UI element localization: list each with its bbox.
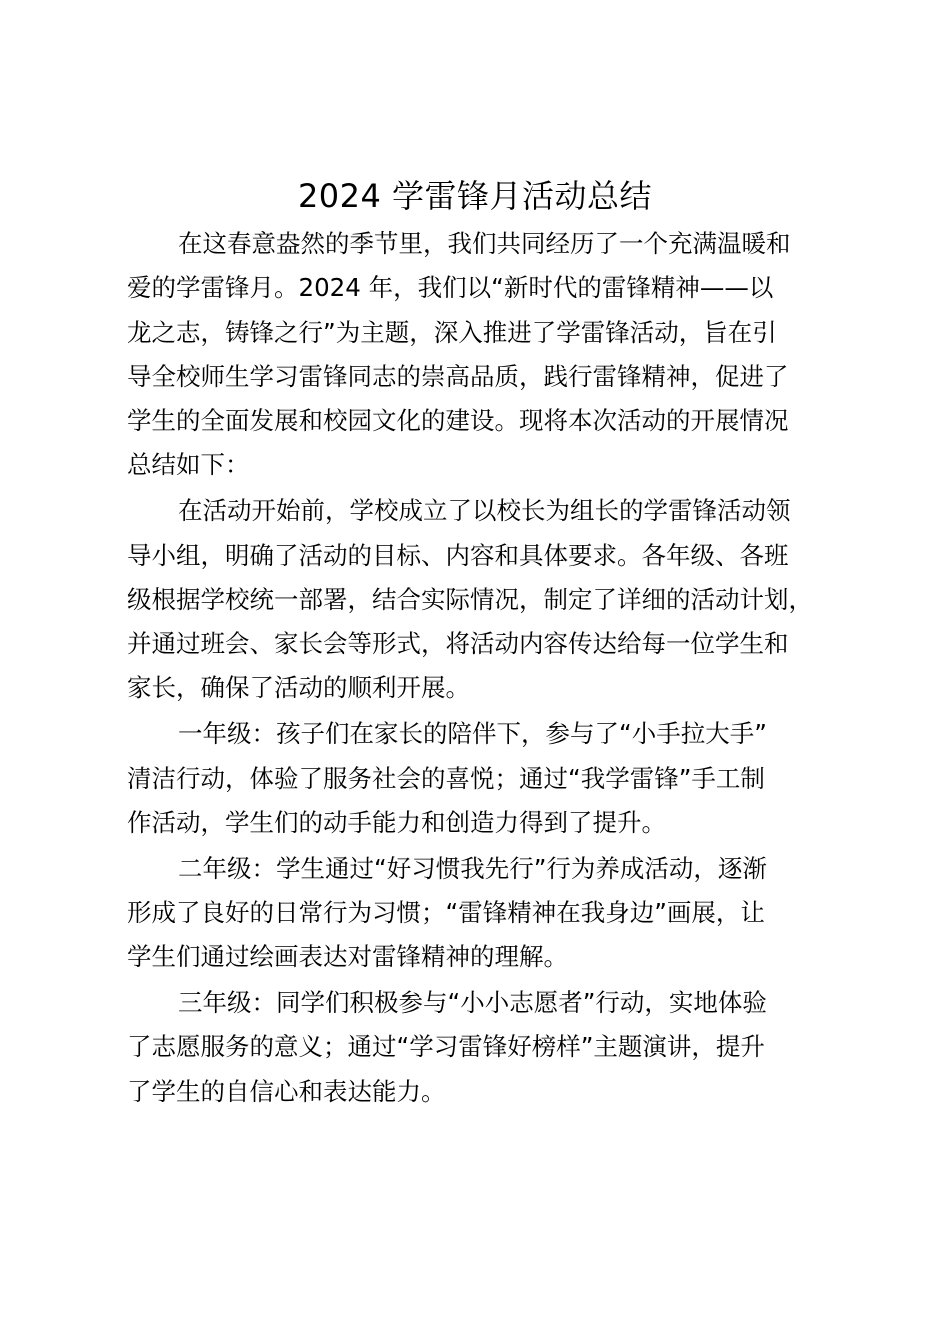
text-line: 作活动，学生们的动手能力和创造力得到了提升。: [127, 807, 666, 837]
text-line: 导全校师生学习雷锋同志的崇高品质，践行雷锋精神，促进了: [127, 361, 789, 391]
paragraph-grade-three: [127, 981, 827, 1114]
text-line: 级根据学校统一部署，结合实际情况，制定了详细的活动计划，: [127, 584, 813, 614]
paragraph-grade-two: [127, 847, 827, 980]
text-line: 在活动开始前，学校成立了以校长为组长的学雷锋活动领: [178, 496, 791, 526]
text-line: 并通过班会、家长会等形式，将活动内容传达给每一位学生和: [127, 629, 789, 659]
text-line: 在这春意盎然的季节里，我们共同经历了一个充满温暖和: [178, 229, 791, 258]
text-line: 学生们通过绘画表达对雷锋精神的理解。: [127, 942, 568, 972]
paragraph-intro: [127, 222, 827, 488]
text-line: 爱的学雷锋月。2024 年，我们以“新时代的雷锋精神——以: [127, 273, 774, 303]
text-line: 龙之志，铸锋之行”为主题，深入推进了学雷锋活动，旨在引: [127, 317, 777, 347]
text-line: 一年级：孩子们在家长的陪伴下，参与了“小手拉大手”: [178, 719, 767, 749]
text-line: 了志愿服务的意义；通过“学习雷锋好榜样”主题演讲，提升: [127, 1032, 765, 1062]
text-line: 总结如下：: [127, 450, 250, 480]
document-title: 2024 学雷锋月活动总结: [297, 177, 653, 215]
text-line: 清洁行动，体验了服务社会的喜悦；通过“我学雷锋”手工制: [127, 763, 765, 793]
text-line: 导小组，明确了活动的目标、内容和具体要求。各年级、各班: [127, 540, 789, 570]
text-line: 学生的全面发展和校园文化的建设。现将本次活动的开展情况: [127, 406, 789, 436]
paragraph-preparation: [127, 489, 827, 710]
text-line: 家长，确保了活动的顺利开展。: [127, 673, 470, 703]
paragraph-grade-one: [127, 712, 827, 845]
text-line: 二年级：学生通过“好习惯我先行”行为养成活动，逐渐: [178, 853, 767, 883]
text-line: 形成了良好的日常行为习惯；“雷锋精神在我身边”画展，让: [127, 897, 765, 927]
text-line: 了学生的自信心和表达能力。: [127, 1076, 446, 1106]
document-body: [127, 222, 827, 1114]
text-line: 三年级：同学们积极参与“小小志愿者”行动，实地体验: [178, 988, 767, 1018]
